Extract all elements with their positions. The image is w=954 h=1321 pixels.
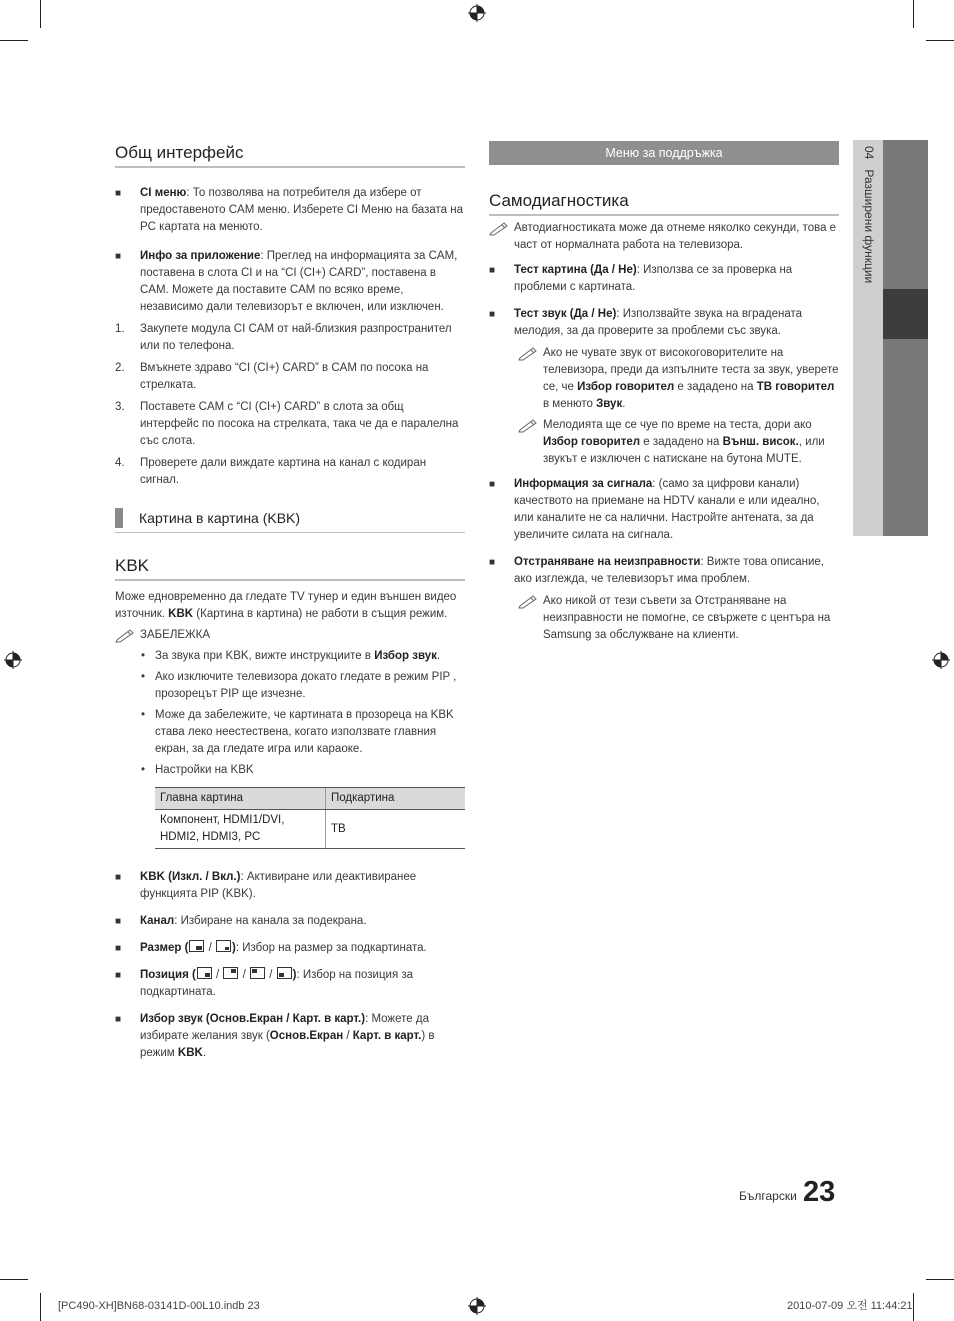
list-item: ■ CI меню: То позволява на потребителя да избере от предоставеното CAM меню. Изберете CI Меню на базата на PC картата на менюто. xyxy=(115,187,463,233)
registration-mark-icon xyxy=(932,651,950,669)
list-item: ■ Позиция ( / / / ): Избор на позиция за подкартината. xyxy=(115,969,414,998)
subsection-title: Картина в картина (KBK) xyxy=(115,508,465,533)
list-item: ■ Отстраняване на неизправности: Вижте това описание, ако изглежда, че телевизорът има проблем. xyxy=(489,556,824,585)
table-cell: Компонент, HDMI1/DVI, HDMI2, HDMI3, PC xyxy=(155,810,326,849)
note: Ако не чувате звук от високоговорителите на телевизора, преди да изпълните теста за звук, уверете се, че Избор говорител е зададено на TB говорител в менюто Звук. xyxy=(518,345,839,413)
position-top-left-icon xyxy=(250,967,265,979)
print-timestamp: 2010-07-09 오전 11:44:21 xyxy=(787,1300,913,1312)
note-pencil-icon xyxy=(518,417,540,433)
note-pencil-icon xyxy=(518,593,540,609)
note-bullet: • Може да забележите, че картината в прозореца на KBK става леко неестествена, когато използвате главния екран, за да гледате игра или караоке. xyxy=(141,709,454,755)
list-item: ■ Канал: Избиране на канала за подекрана. xyxy=(115,915,367,927)
step-item: 2. Вмъкнете здраво “CI (CI+) CARD” в CAM по посока на стрелката. xyxy=(115,362,429,391)
section-title: KBK xyxy=(115,557,465,581)
step-item: 1. Закупете модула CI CAM от най-близкия разпространител или по телефона. xyxy=(115,323,452,352)
page-number: 23 xyxy=(803,1176,836,1208)
list-item: ■ Тест звук (Да / Не): Използвайте звука на вградената мелодия, за да проверите за проблеми със звука. xyxy=(489,308,803,337)
kbk-table xyxy=(155,787,465,849)
section-title: Самодиагностика xyxy=(489,192,839,216)
table-cell: TB xyxy=(326,810,466,849)
section-title: Общ интерфейс xyxy=(115,144,465,168)
step-item: 4. Проверете дали виждате картина на канал с кодиран сигнал. xyxy=(115,457,427,486)
left-column xyxy=(115,144,465,1067)
step-item: 3. Поставете CAM с “CI (CI+) CARD” в слота за общ интерфейс по посока на стрелката, така че да е паралелна със слота. xyxy=(115,401,459,447)
note: ЗАБЕЛЕЖКА xyxy=(115,627,465,644)
list-item: ■ Инфо за приложение: Преглед на информацията за CAM, поставена в слота CI и на “CI (CI+) CARD”, поставена в CAM. Можете да поставите CAM по всяко време, независимо дали телевизорът е включен, или изключен. xyxy=(115,250,458,313)
right-column xyxy=(489,141,839,648)
chapter-tab-active xyxy=(883,289,928,339)
list-item: ■ Избор звук (Основ.Екран / Карт. в карт.): Можете да избирате желания звук (Основ.Екран / Карт. в карт.) в режим KBK. xyxy=(115,1013,435,1059)
position-bottom-right-icon xyxy=(197,967,212,979)
list-item: ■ Информация за сигнала: (само за цифрови канали) качеството на приемане на HDTV канали е или идеално, или каналите не са налични. Настройте антената, за да увеличите силата на сигнала. xyxy=(489,478,820,541)
section-banner: Меню за поддръжка xyxy=(489,141,839,165)
size-small-icon xyxy=(189,940,204,952)
registration-mark-icon xyxy=(468,1297,486,1315)
registration-mark-icon xyxy=(4,651,22,669)
note-bullet: • Настройки на KBK xyxy=(141,764,254,776)
list-item: ■ KBK (Изкл. / Вкл.): Активиране или деактивиранее функцията PIP (KBK). xyxy=(115,871,417,900)
list-item: ■ Размер ( / ): Избор на размер за подкартината. xyxy=(115,942,427,954)
size-medium-icon xyxy=(216,940,231,952)
chapter-label: 04 Разширени функции xyxy=(862,146,876,284)
table-header: Подкартина xyxy=(326,788,466,810)
note: Ако никой от тези съвети за Отстраняване на неизправности не помогне, се свържете с центъра на Samsung за обслужване на клиенти. xyxy=(518,593,839,644)
registration-mark-icon xyxy=(468,4,486,22)
intro-text: Може едновременно да гледате TV тунер и един външен видео източник. KBK (Картина в картина) не работи в същия режим. xyxy=(115,591,457,620)
file-slug: [PC490-XH]BN68-03141D-00L10.indb 23 xyxy=(58,1300,260,1312)
position-top-right-icon xyxy=(223,967,238,979)
footer-language: Български xyxy=(739,1189,797,1203)
note-bullet: • За звука при KBK, вижте инструкциите в Избор звук. xyxy=(141,650,441,662)
note: Автодиагностиката може да отнеме няколко секунди, това е част от нормалната работа на телевизора. xyxy=(489,220,839,254)
note-pencil-icon xyxy=(518,345,540,361)
note-pencil-icon xyxy=(115,627,137,643)
list-item: ■ Тест картина (Да / Не): Използва се за проверка на проблеми с картината. xyxy=(489,264,793,293)
note: Мелодията ще се чуе по време на теста, дори ако Избор говорител е зададено на Външ. висок., или звукът е изключен с натискане на бутона MUTE. xyxy=(518,417,839,468)
position-bottom-left-icon xyxy=(277,967,292,979)
note-pencil-icon xyxy=(489,220,511,236)
note-bullet: • Ако изключите телевизора докато гледате в режим PIP , прозорецът PIP ще изчезне. xyxy=(141,671,457,700)
table-header: Главна картина xyxy=(155,788,326,810)
